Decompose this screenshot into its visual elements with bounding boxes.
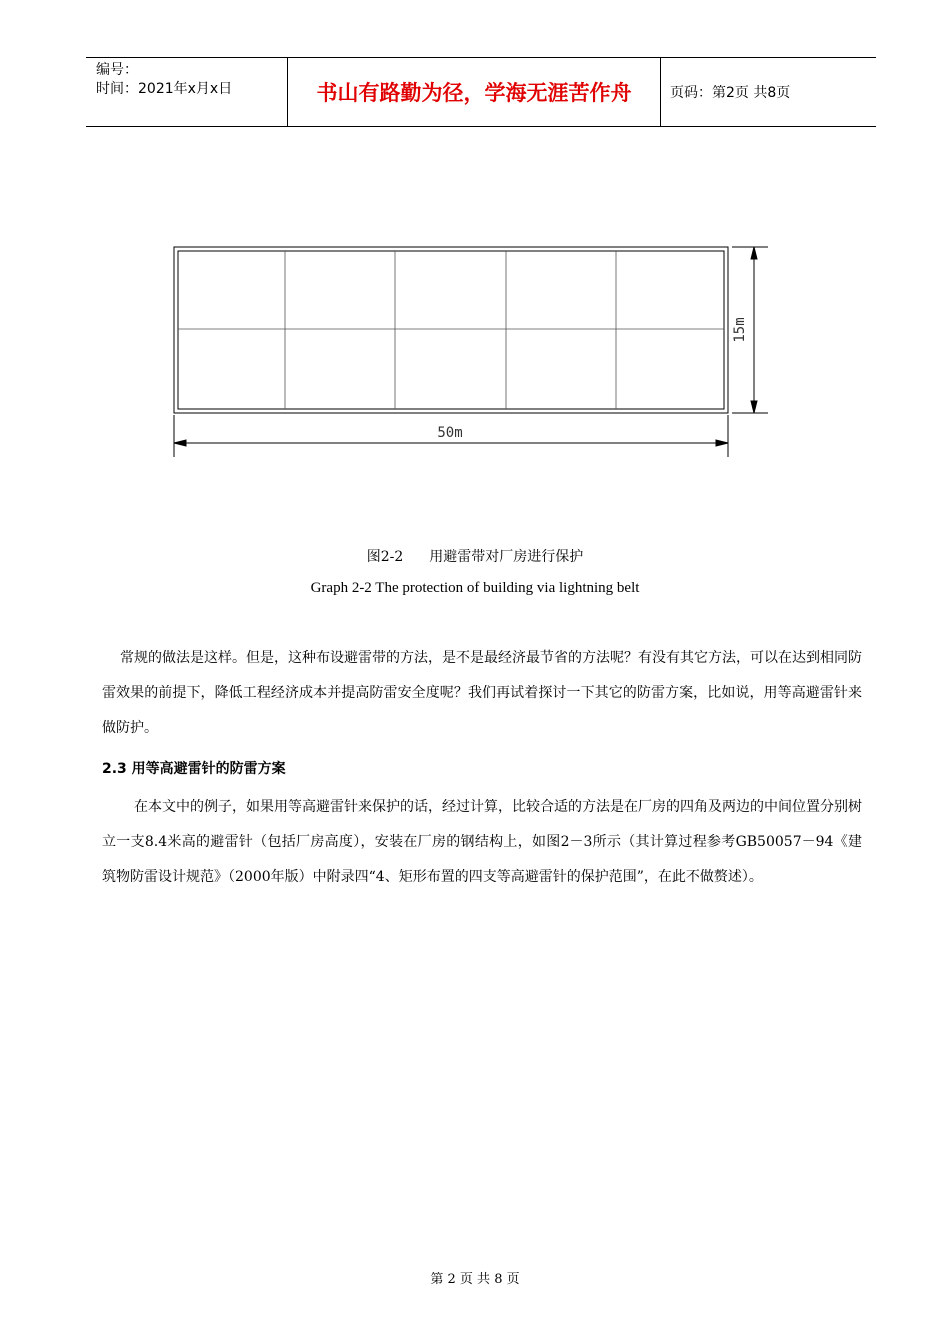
figure-title: 用避雷带对厂房进行保护 xyxy=(429,549,584,565)
header-page-info: 页码：第2页 共8页 xyxy=(670,85,791,101)
figure-number: 图2-2 xyxy=(366,549,404,565)
paragraph: 在本文中的例子，如果用等高避雷针来保护的话，经过计算，比较合适的方法是在厂房的四角及两边的中间位置分别树立一支8.4米高的避雷针（包括厂房高度），安装在厂房的钢结构上，如图2－3所示（其计算过程参考GB50057－94《建筑物防雷设计规范》（2000年版）中附录四“4、矩形布置的四支等高避雷针的保护范围”，在此不做赘述）。 xyxy=(102,799,862,885)
section-heading: 2.3 用等高避雷针的防雷方案 xyxy=(102,761,286,777)
arrow-left xyxy=(174,440,186,446)
figure-caption-en: Graph 2-2 The protection of building via lightning belt xyxy=(310,580,640,596)
date-line: 时间：2021年x月x日 xyxy=(96,81,233,97)
height-label: 15m xyxy=(732,317,748,343)
header-meta xyxy=(96,61,232,99)
arrow-down xyxy=(751,401,757,413)
arrow-up xyxy=(751,247,757,259)
width-label: 50m xyxy=(437,425,463,441)
page-header xyxy=(86,57,876,127)
lightning-belt-grid xyxy=(178,251,724,409)
header-motto: 书山有路勤为径，学海无涯苦作舟 xyxy=(316,81,632,105)
figure-caption-cn xyxy=(0,546,950,566)
paragraph: 常规的做法是这样。但是，这种布设避雷带的方法，是不是最经济最节省的方法呢？有没有其它方法，可以在达到相同防雷效果的前提下，降低工程经济成本并提高防雷安全度呢？我们再试着探讨一下其它的防雷方案，比如说，用等高避雷针来做防护。 xyxy=(102,650,862,736)
building-plan-figure xyxy=(160,235,780,460)
serial-label: 编号： xyxy=(96,62,138,78)
building-outer-outline xyxy=(174,247,728,413)
page-footer: 第 2 页 共 8 页 xyxy=(430,1272,520,1287)
building-inner-outline xyxy=(178,251,724,409)
arrow-right xyxy=(716,440,728,446)
header-divider xyxy=(660,58,661,126)
